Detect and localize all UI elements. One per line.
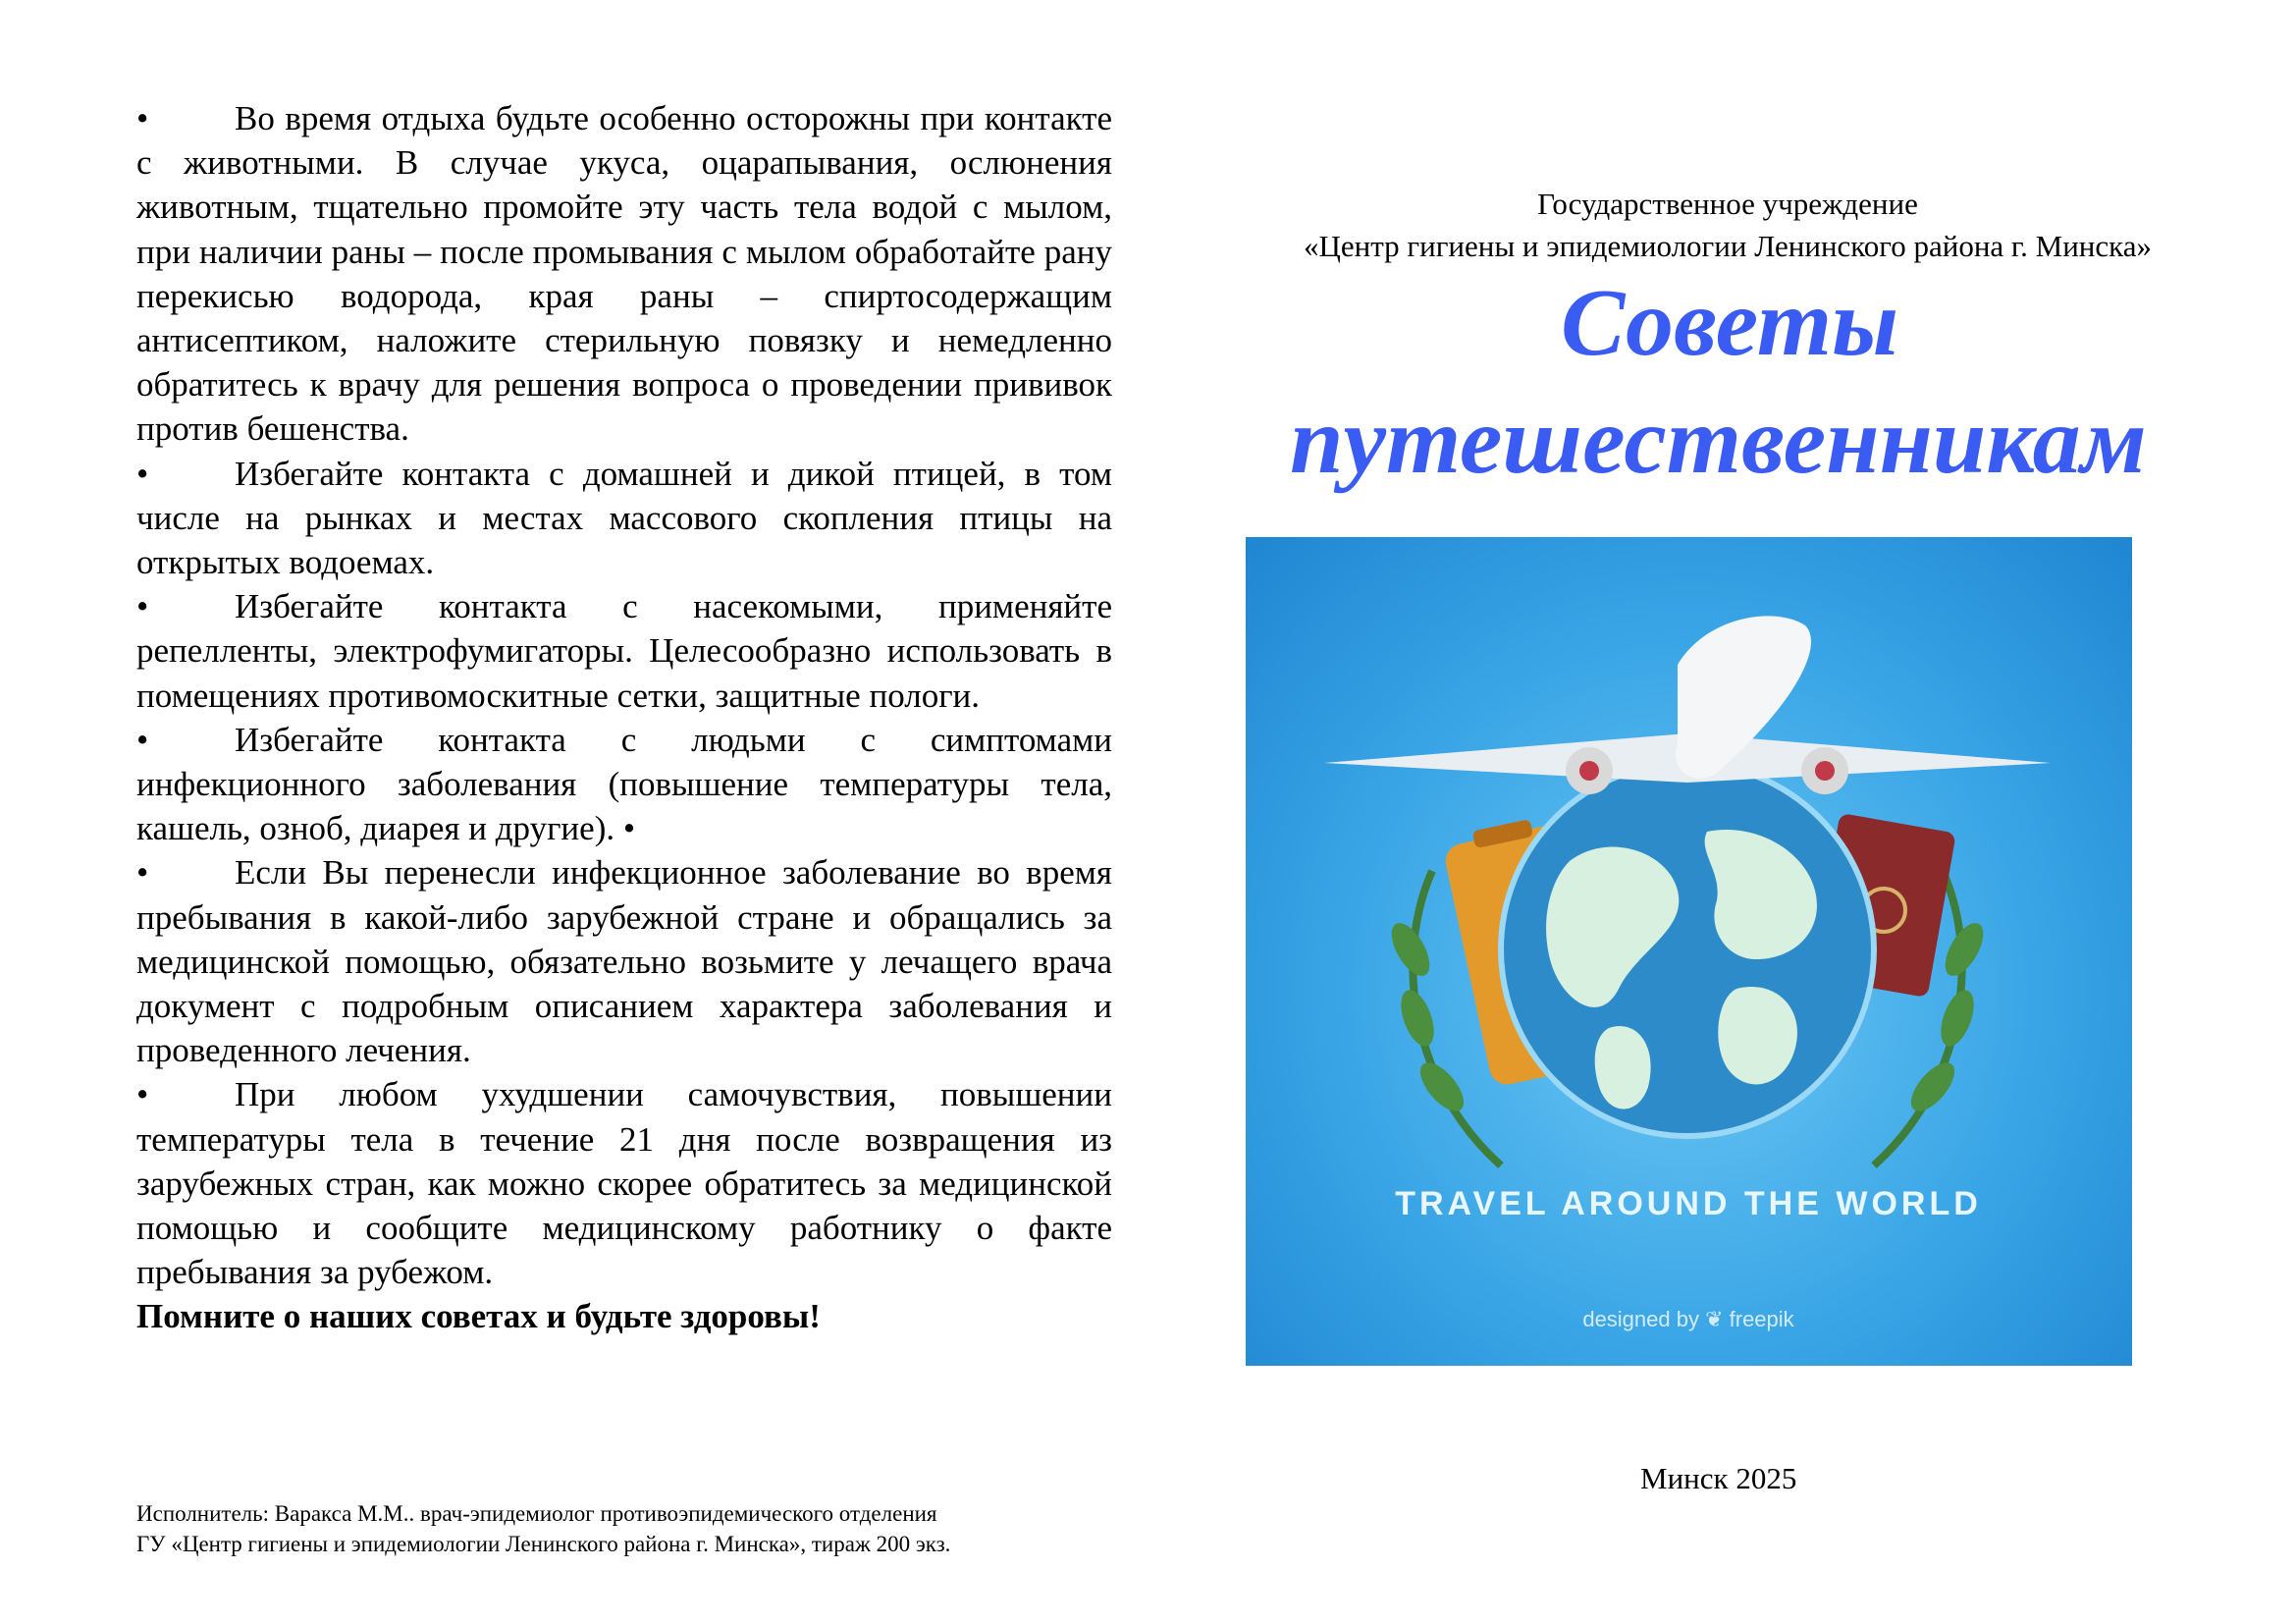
org-type: Государственное учреждение — [1537, 187, 1918, 221]
advice-item — [136, 850, 1112, 1072]
bullet-mark: • — [136, 454, 149, 493]
bullet-mark: • — [136, 99, 149, 137]
advice-item — [136, 1072, 1112, 1294]
footer-line-institution: ГУ «Центр гигиены и эпидемиологии Ленинского района г. Минска», тираж 200 экз. — [136, 1532, 951, 1556]
advice-item — [136, 584, 1112, 718]
city-year: Минск 2025 — [1640, 1461, 1797, 1495]
cover-title-line-2: путешественникам — [1290, 388, 2147, 494]
closing-message: Помните о наших советах и будьте здоровы! — [136, 1297, 821, 1336]
advice-text: Во время отдыха будьте особенно осторожны при контакте с животными. В случае укуса, оцарапывания, ослюнения животным, тщательно промойте эту часть тела водой с мылом, при наличии раны – после промывания с мылом обработайте рану перекисью водорода, края раны – спиртосодержащим антисептиком, наложите стерильную повязку и немедленно обратитесь к врачу для решения вопроса о проведении прививок против бешенства. — [136, 99, 1112, 449]
advice-text: Избегайте контакта с насекомыми, применяйте репелленты, электрофумигаторы. Целесообразно использовать в помещениях противомоскитные сетки, защитные пологи. — [136, 587, 1112, 715]
footer-line-author: Исполнитель: Варакса М.М.. врач-эпидемиолог противоэпидемического отделения — [136, 1501, 937, 1526]
advice-text: Если Вы перенесли инфекционное заболевание во время пребывания в какой-либо зарубежной стране и обращались за медицинской помощью, обязательно возьмите у лечащего врача документ с подробным описанием характера заболевания и проведенного лечения. — [136, 853, 1112, 1070]
travel-illustration — [1246, 537, 2132, 1366]
org-name: «Центр гигиены и эпидемиологии Ленинского района г. Минска» — [1303, 229, 2153, 263]
footer-credits — [136, 1498, 1112, 1559]
cover-illustration — [1246, 537, 2132, 1366]
globe-icon — [1501, 763, 1874, 1136]
bullet-mark: • — [136, 720, 149, 759]
advice-text: При любом ухудшении самочувствия, повышении температуры тела в течение 21 дня после возвращения из зарубежных стран, как можно скорее обратитесь за медицинской помощью и сообщите медицинскому работнику о факте пребывания за рубежом. — [136, 1075, 1112, 1292]
cover-title-line-1: Советы — [1561, 270, 1899, 376]
advice-column — [136, 96, 1112, 1339]
advice-item — [136, 96, 1112, 452]
picture-credit: designed by ❦ freepik — [1582, 1307, 1794, 1331]
organization-header — [1158, 183, 2296, 267]
airplane-icon — [1324, 616, 2051, 794]
advice-text: Избегайте контакта с домашней и дикой птицей, в том числе на рынках и местах массового скопления птицы на открытых водоемах. — [136, 454, 1112, 582]
advice-text: Избегайте контакта с людьми с симптомами инфекционного заболевания (повышение температуры тела, кашель, озноб, диарея и другие). • — [136, 720, 1112, 848]
bullet-mark: • — [136, 587, 149, 626]
picture-caption: TRAVEL AROUND THE WORLD — [1395, 1185, 1982, 1222]
advice-item — [136, 718, 1112, 851]
bullet-mark: • — [136, 1075, 149, 1114]
bullet-mark: • — [136, 853, 149, 893]
advice-item — [136, 452, 1112, 585]
